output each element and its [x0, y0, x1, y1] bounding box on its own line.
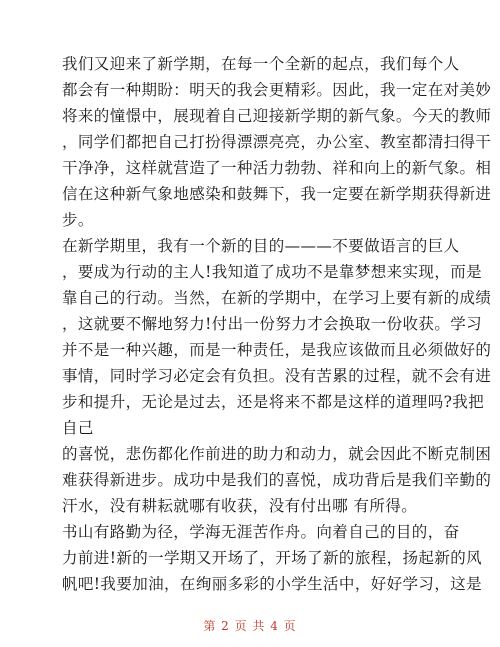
text-line: 都会有一种期盼：明天的我会更精彩。因此，我一定在对美妙 — [62, 81, 492, 99]
text-line: 力前进!新的一学期又开场了，开场了新的旅程，扬起新的风 — [62, 549, 483, 567]
text-line: ，要成为行动的主人!我知道了成功不是靠梦想来实现，而是 — [62, 263, 483, 281]
text-line: 并不是一种兴趣，而是一种责任，是我应该做而且必须做好的 — [62, 341, 492, 359]
text-line: 靠自己的行动。当然，在新的学期中，在学习上要有新的成绩 — [62, 289, 492, 307]
text-line: 难获得新进步。成功中是我们的喜悦，成功背后是我们辛勤的 — [62, 471, 492, 489]
text-line: 自己 — [62, 419, 94, 437]
text-line: 汗水，没有耕耘就哪有收获，没有付出哪 有所得。 — [62, 497, 418, 515]
text-line: 在新学期里，我有一个新的目的———不要做语言的巨人 — [62, 237, 460, 255]
text-line: 帆吧!我要加油，在绚丽多彩的小学生活中，好好学习，这是 — [62, 575, 483, 593]
text-line: ，同学们都把自己打扮得漂漂亮亮，办公室、教室都清扫得干 — [62, 133, 492, 151]
text-line: 书山有路勤为径，学海无涯苦作舟。向着自己的目的，奋 — [62, 523, 460, 541]
document-body — [62, 51, 492, 597]
text-line: 的喜悦，悲伤都化作前进的助力和动力，就会因此不断克制困 — [62, 445, 492, 463]
text-line: ，这就要不懈地努力!付出一份努力才会换取一份收获。学习 — [62, 315, 483, 333]
text-line: 信在这种新气象地感染和鼓舞下，我一定要在新学期获得新进 — [62, 185, 492, 203]
text-line: 将来的憧憬中，展现着自己迎接新学期的新气象。今天的教师 — [62, 107, 492, 125]
text-line: 事情，同时学习必定会有负担。没有苦累的过程，就不会有进 — [62, 367, 492, 385]
text-line: 步和提升，无论是过去，还是将来不都是这样的道理吗?我把 — [62, 393, 485, 411]
text-line: 我们又迎来了新学期，在每一个全新的起点，我们每个人 — [62, 55, 460, 73]
page-number-footer: 第 2 页 共 4 页 — [203, 619, 297, 633]
text-line: 步。 — [62, 211, 94, 229]
text-line: 干净净，这样就营造了一种活力勃勃、祥和向上的新气象。相 — [62, 159, 492, 177]
